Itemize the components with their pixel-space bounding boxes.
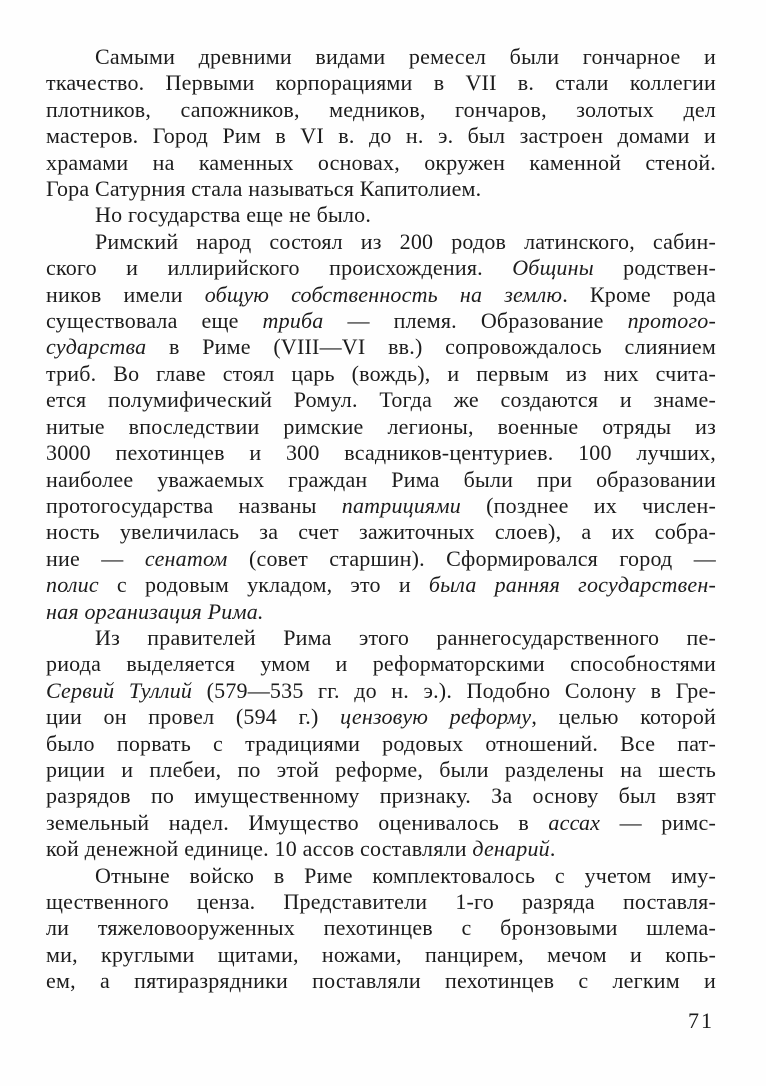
italic-text-run: Общины — [512, 255, 594, 281]
text-run: . — [549, 836, 556, 862]
text-line — [46, 387, 716, 413]
text-run: (совет старшин). Сформировался город — — [227, 545, 717, 571]
italic-text-run: триба — [262, 308, 324, 334]
text-line — [46, 282, 716, 308]
text-line — [46, 467, 716, 493]
text-run: Из правителей Рима этого раннегосударственного пе- — [95, 624, 716, 650]
text-run: ем, а пятиразрядники поставляли пехотинцев с легким и — [46, 968, 716, 994]
text-line — [46, 651, 716, 677]
text-line — [46, 731, 716, 757]
text-run: Римский народ состоял из 200 родов латинского, сабин- — [95, 228, 716, 254]
text-run: ми, круглыми щитами, ножами, панцирем, мечом и копь- — [46, 941, 716, 967]
text-run: ли тяжеловооруженных пехотинцев с бронзовыми шлема- — [46, 915, 716, 941]
text-run: ткачество. Первыми корпорациями в VII в. стали коллегии — [46, 70, 716, 96]
text-line — [46, 308, 716, 334]
text-line — [46, 334, 716, 360]
text-run: Отныне войско в Риме комплектовалось с учетом иму- — [95, 862, 716, 888]
paragraph — [46, 44, 716, 202]
text-line — [46, 968, 716, 994]
text-run: ции он провел (594 г.) — [46, 704, 341, 730]
text-run: ского и иллирийского происхождения. — [46, 255, 513, 281]
text-run: . Кроме рода — [562, 281, 716, 307]
text-line — [46, 942, 716, 968]
text-run: 3000 пехотинцев и 300 всадников-центуриев. 100 лучших, — [46, 440, 716, 466]
text-line — [46, 414, 716, 440]
italic-text-run: полис — [46, 572, 99, 598]
text-line — [46, 915, 716, 941]
text-line — [46, 70, 716, 96]
text-run: с родовым укладом, это и — [98, 572, 429, 598]
text-run: Но государства еще не было. — [95, 202, 372, 228]
text-run: кой денежной единице. 10 ассов составляли — [46, 836, 473, 862]
text-run: — римс- — [600, 809, 717, 835]
text-line — [46, 255, 716, 281]
text-line — [46, 572, 716, 598]
text-run: мастеров. Город Рим в VI в. до н. э. был застроен домами и — [46, 123, 716, 149]
paragraph — [46, 863, 716, 995]
text-run: нитые впоследствии римские легионы, военные отряды из — [46, 413, 716, 439]
text-run: риции и плебеи, по этой реформе, были разделены на шесть — [46, 756, 716, 782]
text-run: (позднее их числен- — [460, 492, 717, 518]
text-run: плотников, сапожников, медников, гончаров, золотых дел — [46, 96, 716, 122]
text-line — [46, 44, 716, 70]
text-line — [46, 519, 716, 545]
text-line — [46, 704, 716, 730]
text-line — [46, 810, 716, 836]
text-line — [46, 863, 716, 889]
italic-text-run: протого- — [627, 308, 716, 334]
text-run: ние — — [46, 545, 145, 571]
italic-text-run: сударства — [46, 334, 147, 360]
text-run: ется полумифический Ромул. Тогда же создаются и знаме- — [46, 387, 716, 413]
paragraph — [46, 202, 716, 228]
text-line — [46, 757, 716, 783]
text-run: щественного ценза. Представители 1-го разряда поставля- — [46, 889, 716, 914]
text-run: (579—535 гг. до н. э.). Подобно Солону в Гре- — [192, 677, 716, 703]
italic-text-run: ная организация Рима. — [46, 598, 264, 624]
text-run: было порвать с традициями родовых отношений. Все пат- — [46, 730, 716, 756]
text-run: , целью которой — [531, 704, 716, 730]
italic-text-run: Сервий Туллий — [46, 677, 193, 703]
text-line — [46, 150, 716, 176]
italic-text-run: сенатом — [144, 545, 228, 571]
text-line — [46, 440, 716, 466]
text-run: Самыми древними видами ремесел были гончарное и — [95, 44, 716, 69]
italic-text-run: общую собственность на землю — [204, 281, 563, 307]
text-run: наиболее уважаемых граждан Рима были при образовании — [46, 466, 716, 492]
text-line — [46, 783, 716, 809]
page-text — [46, 44, 716, 995]
text-line — [46, 361, 716, 387]
text-line — [46, 202, 716, 228]
text-run: существовала еще — [46, 308, 263, 334]
italic-text-run: денарий — [472, 836, 550, 862]
text-line — [46, 599, 716, 625]
text-line — [46, 836, 716, 862]
text-line — [46, 678, 716, 704]
italic-text-run: была ранняя государствен- — [428, 572, 716, 598]
text-line — [46, 625, 716, 651]
text-run: ников имели — [46, 281, 205, 307]
paragraph — [46, 229, 716, 625]
text-run: ность увеличилась за счет зажиточных слоев), а их собра- — [46, 519, 716, 545]
page-number: 71 — [688, 1008, 714, 1033]
italic-text-run: патрициями — [341, 492, 461, 518]
italic-text-run: цензовую реформу — [340, 704, 532, 730]
text-run: разрядов по имущественному признаку. За основу был взят — [46, 783, 716, 809]
italic-text-run: ассах — [548, 809, 601, 835]
text-line — [46, 176, 716, 202]
text-run: родствен- — [593, 255, 717, 281]
text-run: в Риме (VIII—VI вв.) сопровождалось слиянием — [146, 334, 716, 360]
text-run: протогосударства названы — [46, 492, 342, 518]
text-line — [46, 229, 716, 255]
paragraph — [46, 625, 716, 863]
text-run: храмами на каменных основах, окружен каменной стеной. — [46, 149, 716, 175]
text-run: земельный надел. Имущество оценивалось в — [46, 809, 549, 835]
text-line — [46, 546, 716, 572]
text-run: — племя. Образование — [323, 308, 628, 334]
text-line — [46, 97, 716, 123]
text-run: Гора Сатурния стала называться Капитолием. — [46, 176, 482, 202]
text-run: триб. Во главе стоял царь (вождь), и первым из них счита- — [46, 360, 716, 386]
text-line — [46, 889, 716, 915]
text-line — [46, 493, 716, 519]
text-line — [46, 123, 716, 149]
text-run: риода выделяется умом и реформаторскими способностями — [46, 651, 716, 677]
